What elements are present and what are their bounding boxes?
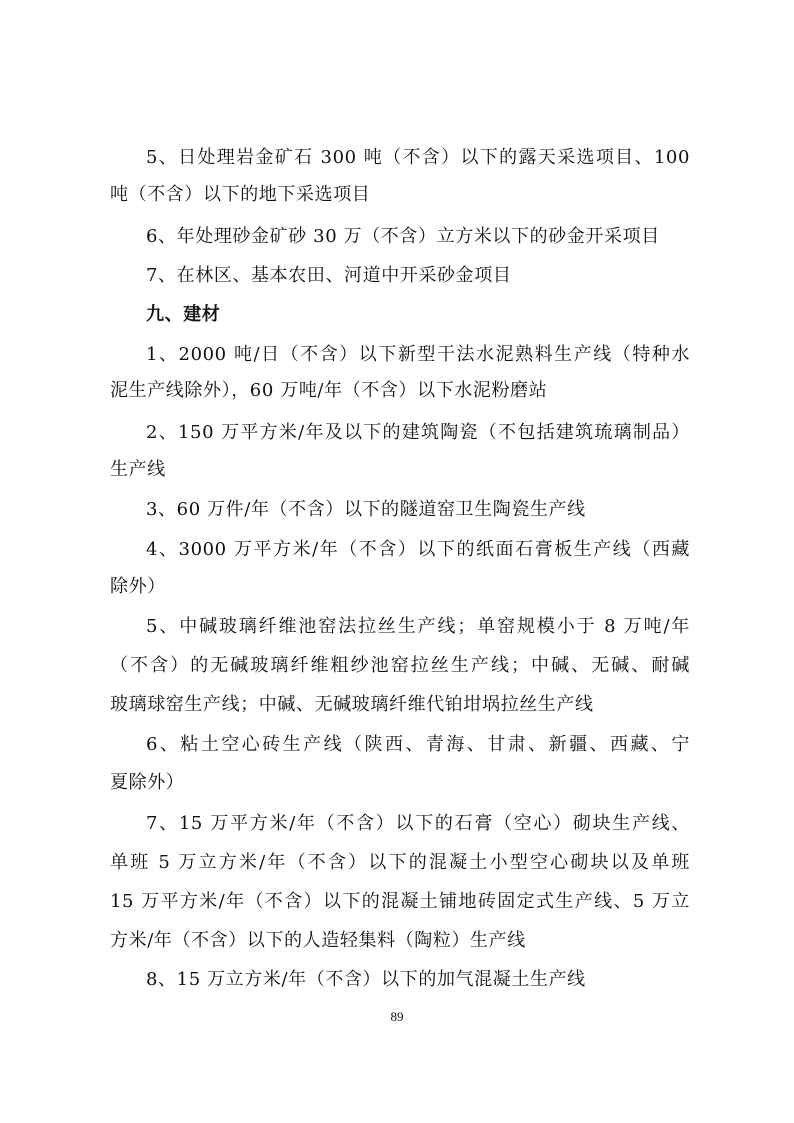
paragraph-line: 1、2000 吨/日（不含）以下新型干法水泥熟料生产线（特种水 xyxy=(146,344,690,365)
paragraph-line: （不含）的无碱玻璃纤维粗纱池窑拉丝生产线；中碱、无碱、耐碱 xyxy=(110,655,690,676)
paragraph-line: 6、年处理砂金矿砂 30 万（不含）立方米以下的砂金开采项目 xyxy=(146,226,660,247)
paragraph-line: 除外） xyxy=(110,576,166,597)
section-heading: 九、建材 xyxy=(146,304,221,325)
paragraph-line: 方米/年（不含）以下的人造轻集料（陶粒）生产线 xyxy=(110,930,526,951)
paragraph-line: 5、日处理岩金矿石 300 吨（不含）以下的露天采选项目、100 xyxy=(146,147,690,168)
page-number: 89 xyxy=(390,1009,404,1024)
paragraph-line: 夏除外） xyxy=(110,772,185,793)
paragraph-line: 5、中碱玻璃纤维池窑法拉丝生产线；单窑规模小于 8 万吨/年 xyxy=(146,616,690,637)
paragraph-line: 4、3000 万平方米/年（不含）以下的纸面石膏板生产线（西藏 xyxy=(146,539,690,560)
paragraph-line: 6、粘土空心砖生产线（陕西、青海、甘肃、新疆、西藏、宁 xyxy=(146,734,690,755)
paragraph-line: 2、150 万平方米/年及以下的建筑陶瓷（不包括建筑琉璃制品） xyxy=(146,422,690,443)
paragraph-line: 单班 5 万立方米/年（不含）以下的混凝土小型空心砌块以及单班 xyxy=(110,852,690,873)
paragraph-line: 玻璃球窑生产线；中碱、无碱玻璃纤维代铂坩埚拉丝生产线 xyxy=(110,694,594,715)
paragraph-line: 生产线 xyxy=(110,459,166,480)
paragraph-line: 8、15 万立方米/年（不含）以下的加气混凝土生产线 xyxy=(146,969,586,990)
paragraph-line: 7、15 万平方米/年（不含）以下的石膏（空心）砌块生产线、 xyxy=(146,813,690,834)
paragraph-line: 3、60 万件/年（不含）以下的隧道窑卫生陶瓷生产线 xyxy=(146,499,586,520)
paragraph-line: 15 万平方米/年（不含）以下的混凝土铺地砖固定式生产线、5 万立 xyxy=(110,891,690,912)
paragraph-line: 泥生产线除外），60 万吨/年（不含）以下水泥粉磨站 xyxy=(110,380,548,401)
paragraph-line: 7、在林区、基本农田、河道中开采砂金项目 xyxy=(146,265,512,286)
paragraph-line: 吨（不含）以下的地下采选项目 xyxy=(110,184,371,205)
